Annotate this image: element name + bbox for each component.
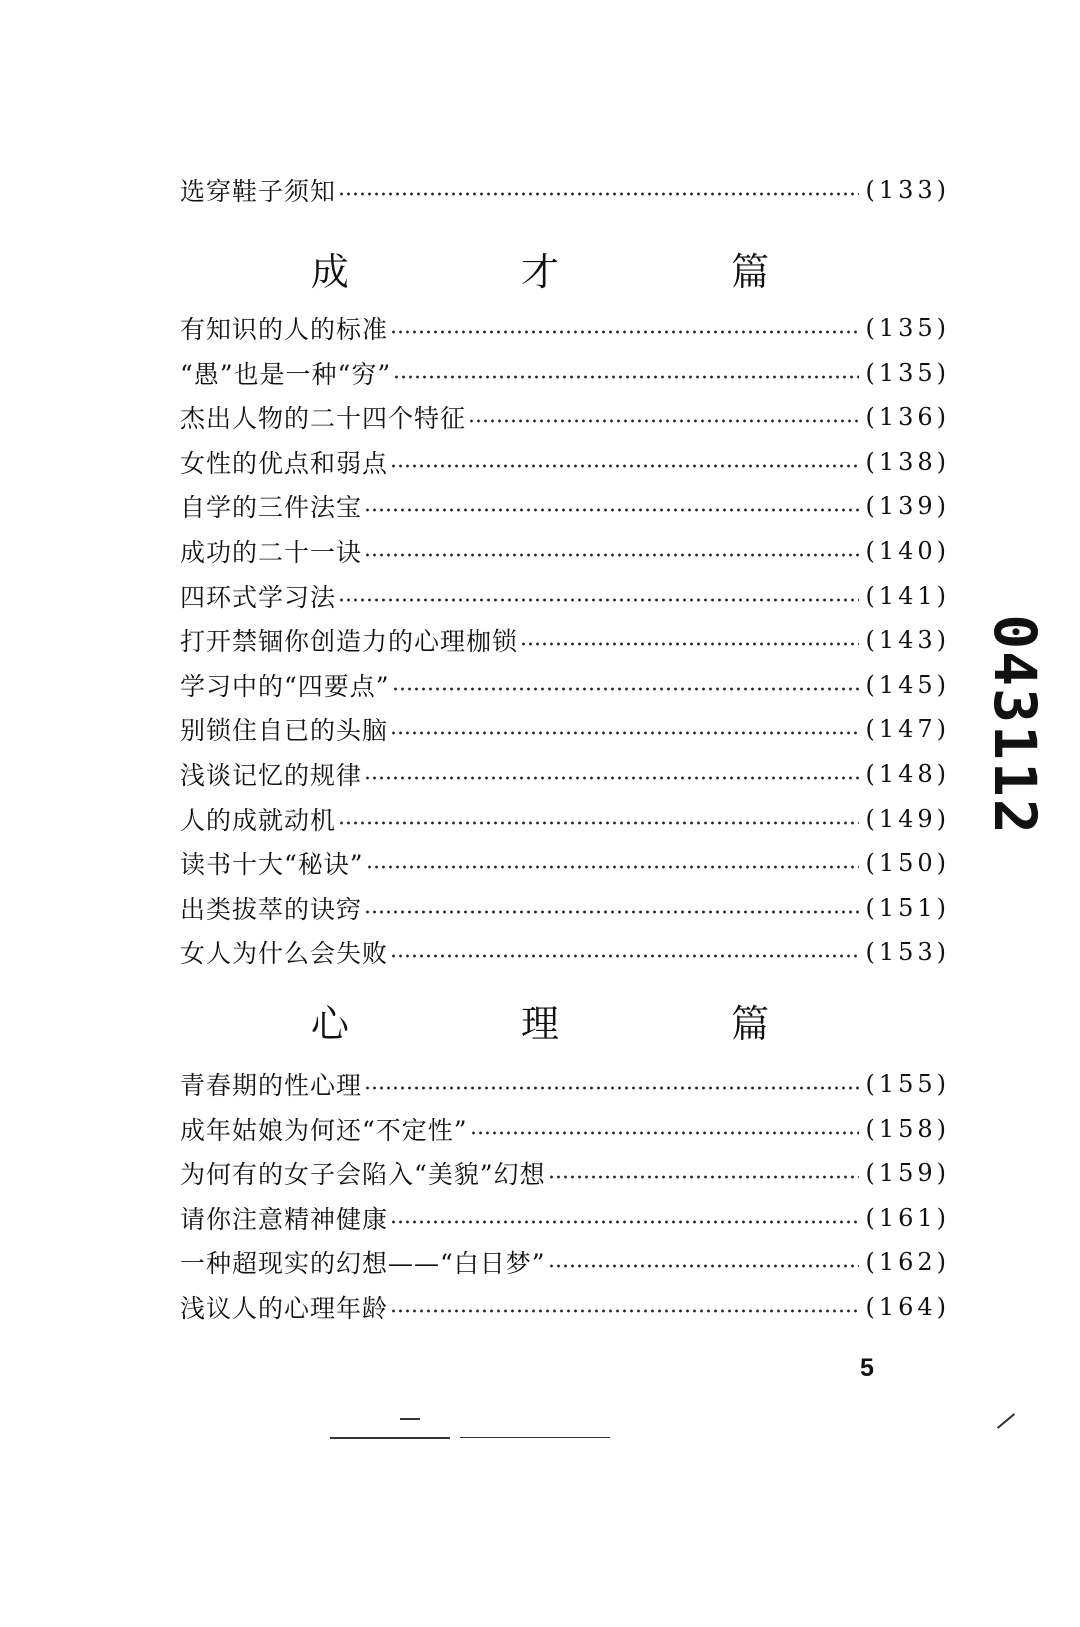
toc-entry-title: 为何有的女子会陷入“美貌”幻想: [180, 1160, 546, 1189]
toc-entry: [180, 1109, 950, 1149]
toc-entry: [180, 1198, 950, 1238]
toc-entry-title: 成年姑娘为何还“不定性”: [180, 1116, 468, 1145]
toc-entry: [180, 1064, 950, 1104]
toc-entry-page: (159): [865, 1159, 950, 1187]
dot-leader: [390, 464, 859, 468]
dot-leader: [366, 865, 860, 869]
toc-entry-title: 请你注意精神健康: [180, 1205, 389, 1234]
toc-entry-title: 四环式学习法: [180, 583, 337, 612]
toc-entry: [180, 1153, 950, 1193]
toc-entry-title: 杰出人物的二十四个特征: [180, 404, 467, 433]
dot-leader: [390, 1309, 859, 1313]
dot-leader: [390, 330, 859, 334]
toc-entry-title: 成功的二十一诀: [180, 538, 363, 567]
section-heading: 心 理 篇: [310, 1001, 850, 1046]
toc-entry-page: (164): [865, 1293, 950, 1321]
scan-mark: [460, 1437, 610, 1438]
toc-entry-page: (133): [865, 176, 950, 204]
toc-entry-page: (149): [865, 805, 950, 833]
dot-leader: [392, 687, 860, 691]
toc-entry-title: 浅议人的心理年龄: [180, 1294, 389, 1323]
dot-leader: [548, 1175, 860, 1179]
dot-leader: [393, 375, 859, 379]
toc-entry-page: (136): [865, 403, 950, 431]
toc-entry: [180, 397, 950, 437]
dot-leader: [548, 1264, 860, 1268]
dot-leader: [470, 1131, 860, 1135]
dot-leader: [364, 776, 859, 780]
scan-mark: [997, 1413, 1015, 1429]
toc-entry-title: 别锁住自已的头脑: [180, 716, 389, 745]
toc-entry-page: (150): [865, 849, 950, 877]
toc-entry-page: (140): [865, 537, 950, 565]
toc-entry: [180, 531, 950, 571]
dot-leader: [364, 1086, 859, 1090]
dot-leader: [338, 598, 859, 602]
toc-entry-page: (145): [865, 671, 950, 699]
toc-entry: [180, 1242, 950, 1282]
toc-entry-title: 青春期的性心理: [180, 1071, 363, 1100]
toc-entry-title: 人的成就动机: [180, 806, 337, 835]
toc-entry-page: (141): [865, 582, 950, 610]
toc-entry: [180, 888, 950, 928]
toc-entry-title: 自学的三件法宝: [180, 493, 363, 522]
toc-entry: [180, 932, 950, 972]
toc-entry-title: 一种超现实的幻想——“白日梦”: [180, 1249, 546, 1278]
dot-leader: [338, 821, 859, 825]
toc-entry-page: (139): [865, 492, 950, 520]
dot-leader: [390, 954, 859, 958]
toc-entry-title: 女性的优点和弱点: [180, 449, 389, 478]
toc-entry: [180, 1287, 950, 1327]
toc-entry-page: (162): [865, 1248, 950, 1276]
toc-entry-title: 选穿鞋子须知: [180, 177, 337, 206]
toc-entry-page: (158): [865, 1115, 950, 1143]
toc-entry-page: (135): [865, 314, 950, 342]
toc-entry-title: 打开禁锢你创造力的心理枷锁: [180, 627, 519, 656]
toc-entry-title: 学习中的“四要点”: [180, 672, 390, 701]
toc-entry-page: (138): [865, 448, 950, 476]
section-heading: 成 才 篇: [310, 249, 850, 294]
toc-entry: [180, 442, 950, 482]
toc-entry-page: (147): [865, 715, 950, 743]
toc-entry: [180, 709, 950, 749]
toc-entry: [180, 799, 950, 839]
scan-mark: [330, 1437, 450, 1439]
library-stamp-number: 043112: [981, 614, 1049, 836]
toc-entry: [180, 620, 950, 660]
toc-entry: [180, 486, 950, 526]
toc-entry-page: (151): [865, 894, 950, 922]
toc-entry-title: “愚”也是一种“穷”: [180, 360, 392, 389]
dot-leader: [520, 642, 859, 646]
toc-entry-title: 出类拔萃的诀窍: [180, 895, 363, 924]
dot-leader: [364, 553, 859, 557]
toc-entry-page: (135): [865, 359, 950, 387]
toc-entry: [180, 353, 950, 393]
toc-entry-page: (153): [865, 938, 950, 966]
toc-entry: [180, 843, 950, 883]
toc-entry-page: (143): [865, 626, 950, 654]
toc-entry: [180, 576, 950, 616]
dot-leader: [338, 192, 859, 196]
toc-entry: [180, 308, 950, 348]
toc-entry: [180, 170, 950, 210]
dot-leader: [364, 910, 859, 914]
toc-entry: [180, 754, 950, 794]
dot-leader: [390, 1220, 859, 1224]
page-number: 5: [860, 1353, 874, 1382]
toc-entry-title: 浅谈记忆的规律: [180, 761, 363, 790]
scan-mark: [400, 1418, 420, 1420]
dot-leader: [390, 731, 859, 735]
dot-leader: [468, 419, 859, 423]
dot-leader: [364, 508, 859, 512]
toc-entry-page: (161): [865, 1204, 950, 1232]
toc-entry: [180, 665, 950, 705]
toc-entry-title: 有知识的人的标准: [180, 315, 389, 344]
toc-entry-page: (148): [865, 760, 950, 788]
toc-entry-title: 读书十大“秘诀”: [180, 850, 364, 879]
toc-entry-title: 女人为什么会失败: [180, 939, 389, 968]
toc-entry-page: (155): [865, 1070, 950, 1098]
